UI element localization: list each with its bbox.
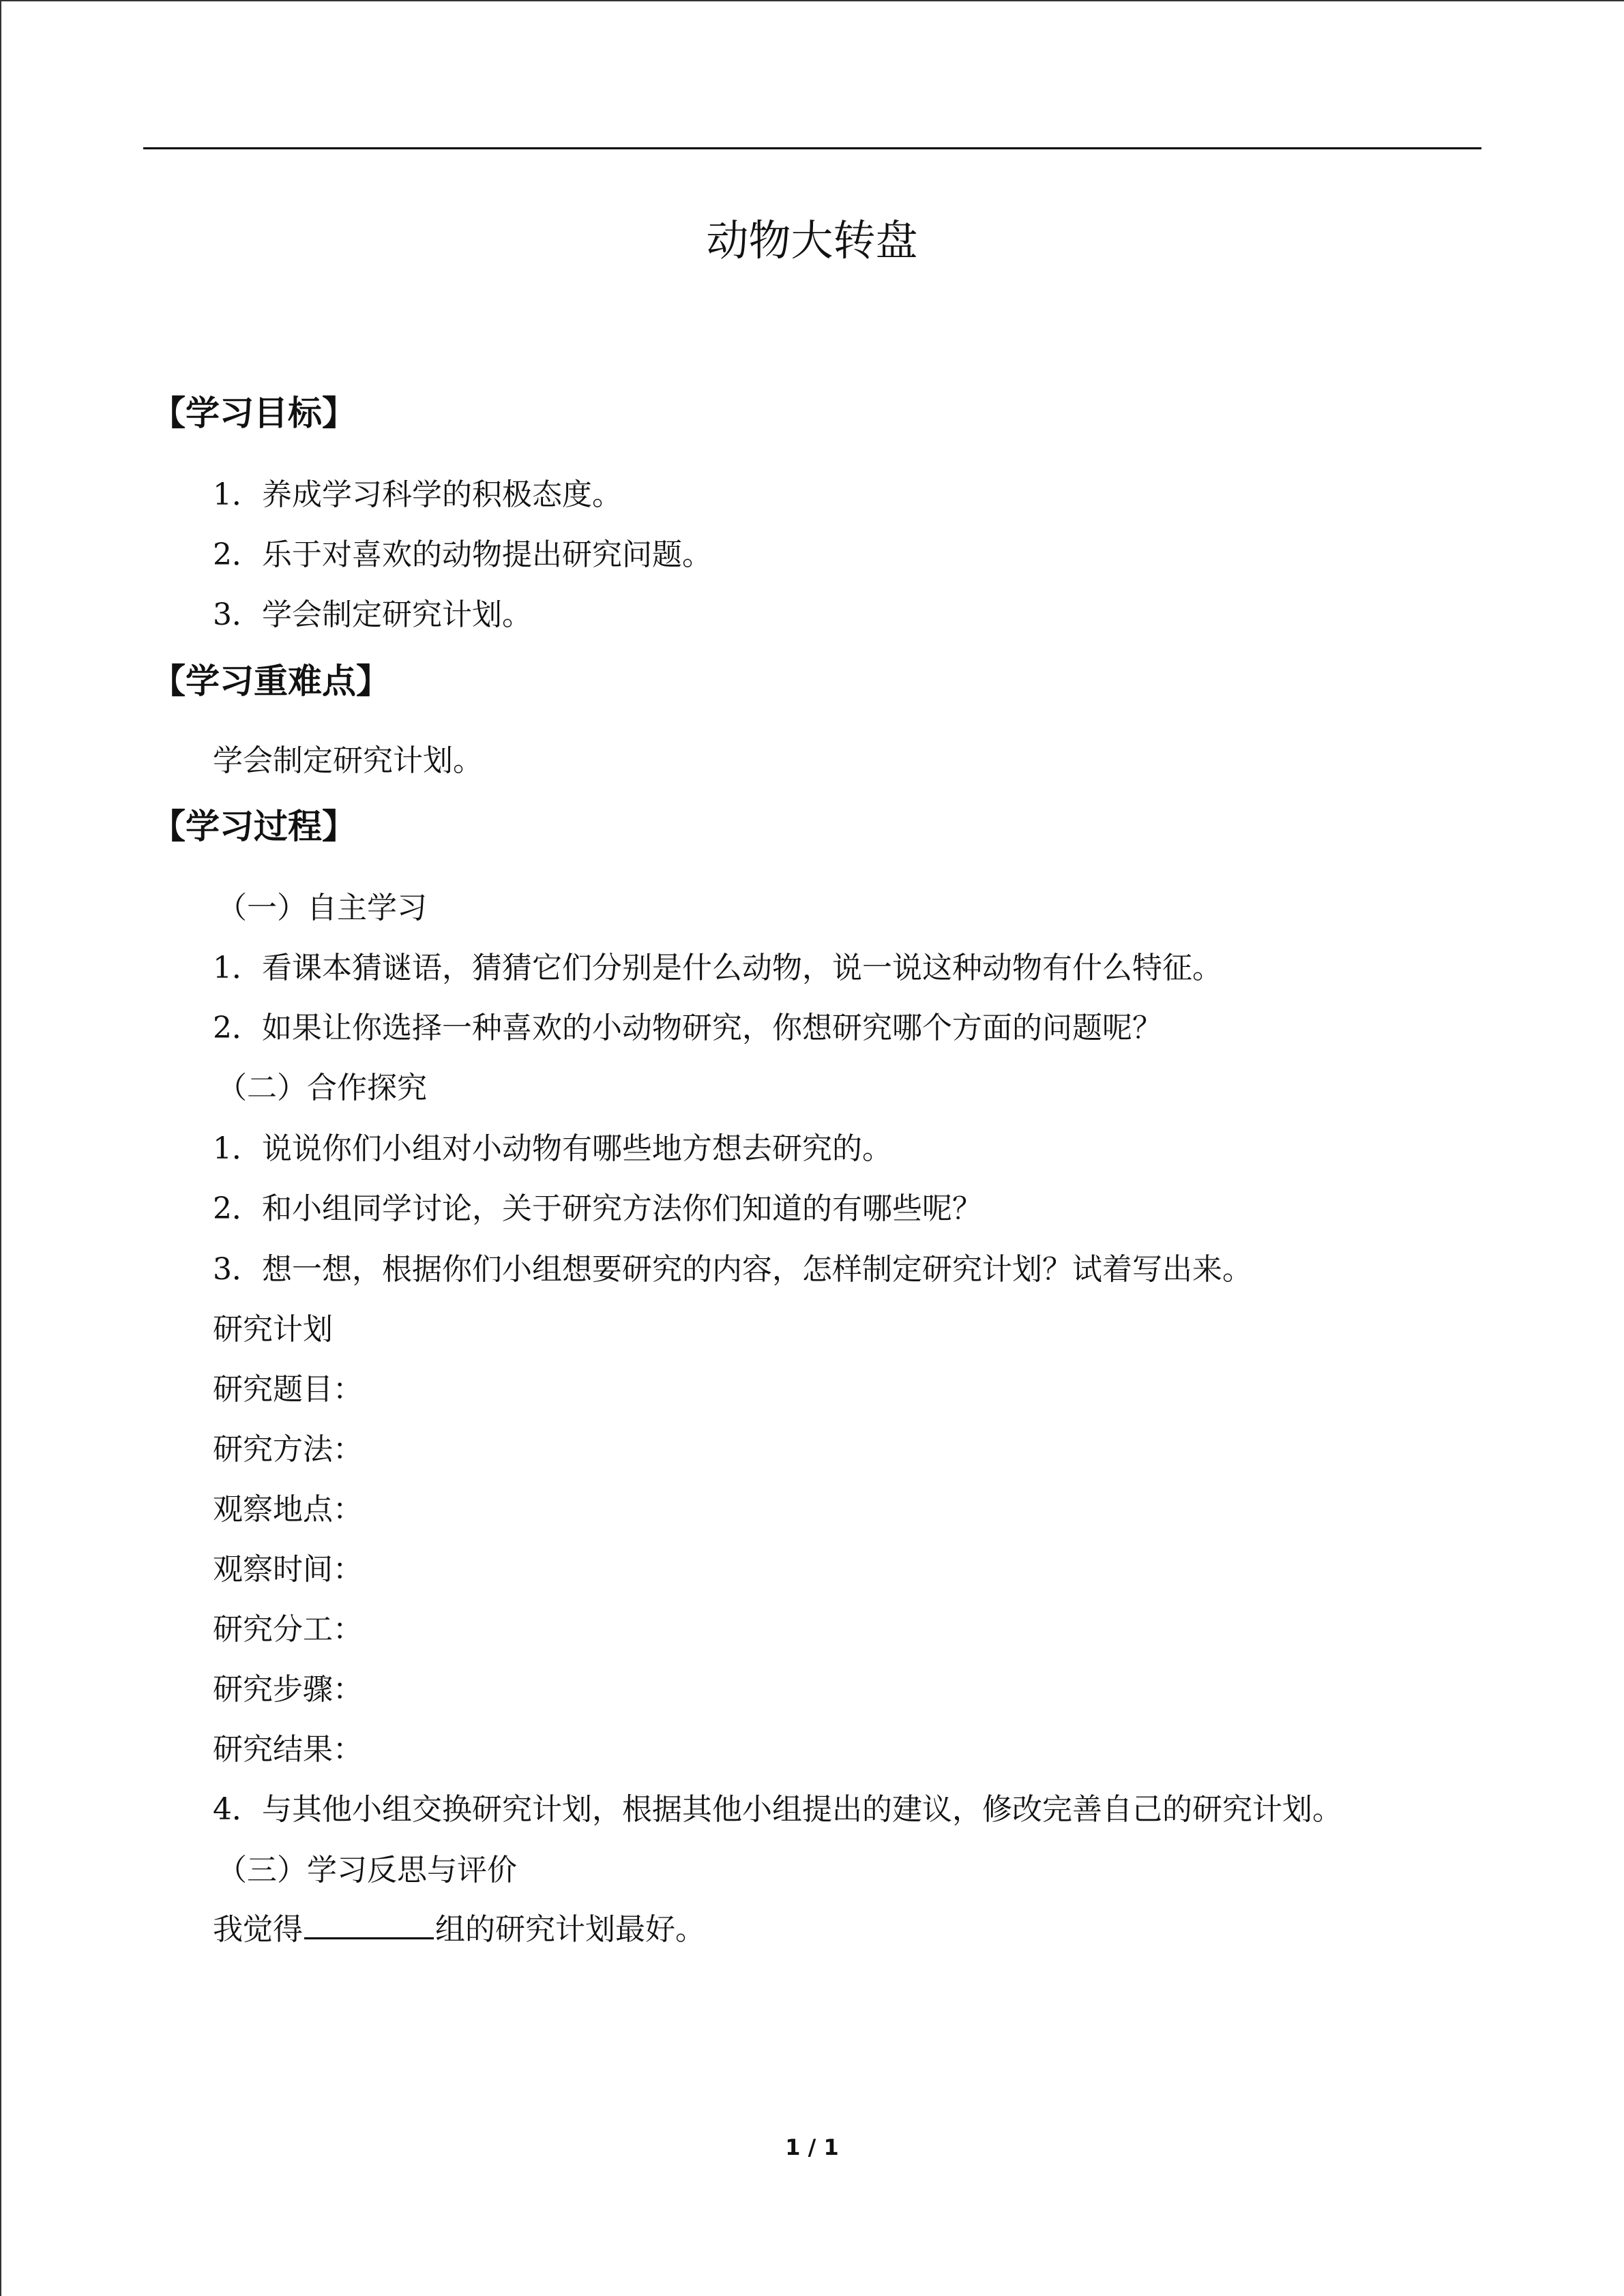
part2-item: 3．想一想，根据你们小组想要研究的内容，怎样制定研究计划？试着写出来。 bbox=[213, 1252, 1252, 1287]
part2-title: （二）合作探究 bbox=[217, 1071, 427, 1105]
process-heading: 【学习过程】 bbox=[151, 807, 356, 846]
plan-field: 研究结果： bbox=[213, 1732, 363, 1767]
objective-item: 3．学会制定研究计划。 bbox=[213, 597, 532, 632]
part2-item: 2．和小组同学讨论，关于研究方法你们知道的有哪些呢？ bbox=[213, 1191, 982, 1226]
page-number: 1 / 1 bbox=[785, 2134, 839, 2160]
part3-title: （三）学习反思与评价 bbox=[217, 1853, 517, 1888]
objective-item: 1．养成学习科学的积极态度。 bbox=[213, 477, 622, 512]
header-rule bbox=[143, 147, 1481, 149]
plan-field: 观察地点： bbox=[213, 1492, 363, 1527]
part2-item: 1．说说你们小组对小动物有哪些地方想去研究的。 bbox=[213, 1131, 892, 1166]
plan-field: 研究分工： bbox=[213, 1612, 363, 1647]
fill-in-blank[interactable] bbox=[304, 1910, 434, 1939]
part2-item-4: 4．与其他小组交换研究计划，根据其他小组提出的建议，修改完善自己的研究计划。 bbox=[213, 1792, 1342, 1827]
part1-item: 2．如果让你选择一种喜欢的小动物研究，你想研究哪个方面的问题呢？ bbox=[213, 1011, 1162, 1045]
plan-field: 观察时间： bbox=[213, 1552, 363, 1587]
plan-field: 研究题目： bbox=[213, 1372, 363, 1407]
objective-item: 2．乐于对喜欢的动物提出研究问题。 bbox=[213, 537, 712, 572]
key-points-text: 学会制定研究计划。 bbox=[213, 743, 483, 778]
page-title: 动物大转盘 bbox=[706, 215, 918, 265]
plan-field: 研究步骤： bbox=[213, 1672, 363, 1707]
plan-title: 研究计划 bbox=[213, 1312, 333, 1347]
reflection-sentence bbox=[213, 1908, 705, 1952]
reflection-after: 组的研究计划最好。 bbox=[435, 1912, 705, 1947]
key-points-heading: 【学习重难点】 bbox=[151, 661, 390, 701]
part1-title: （一）自主学习 bbox=[217, 891, 427, 925]
part1-item: 1．看课本猜谜语，猜猜它们分别是什么动物，说一说这种动物有什么特征。 bbox=[213, 951, 1222, 985]
plan-field: 研究方法： bbox=[213, 1432, 363, 1467]
reflection-before: 我觉得 bbox=[213, 1912, 303, 1947]
objectives-heading: 【学习目标】 bbox=[151, 393, 356, 433]
